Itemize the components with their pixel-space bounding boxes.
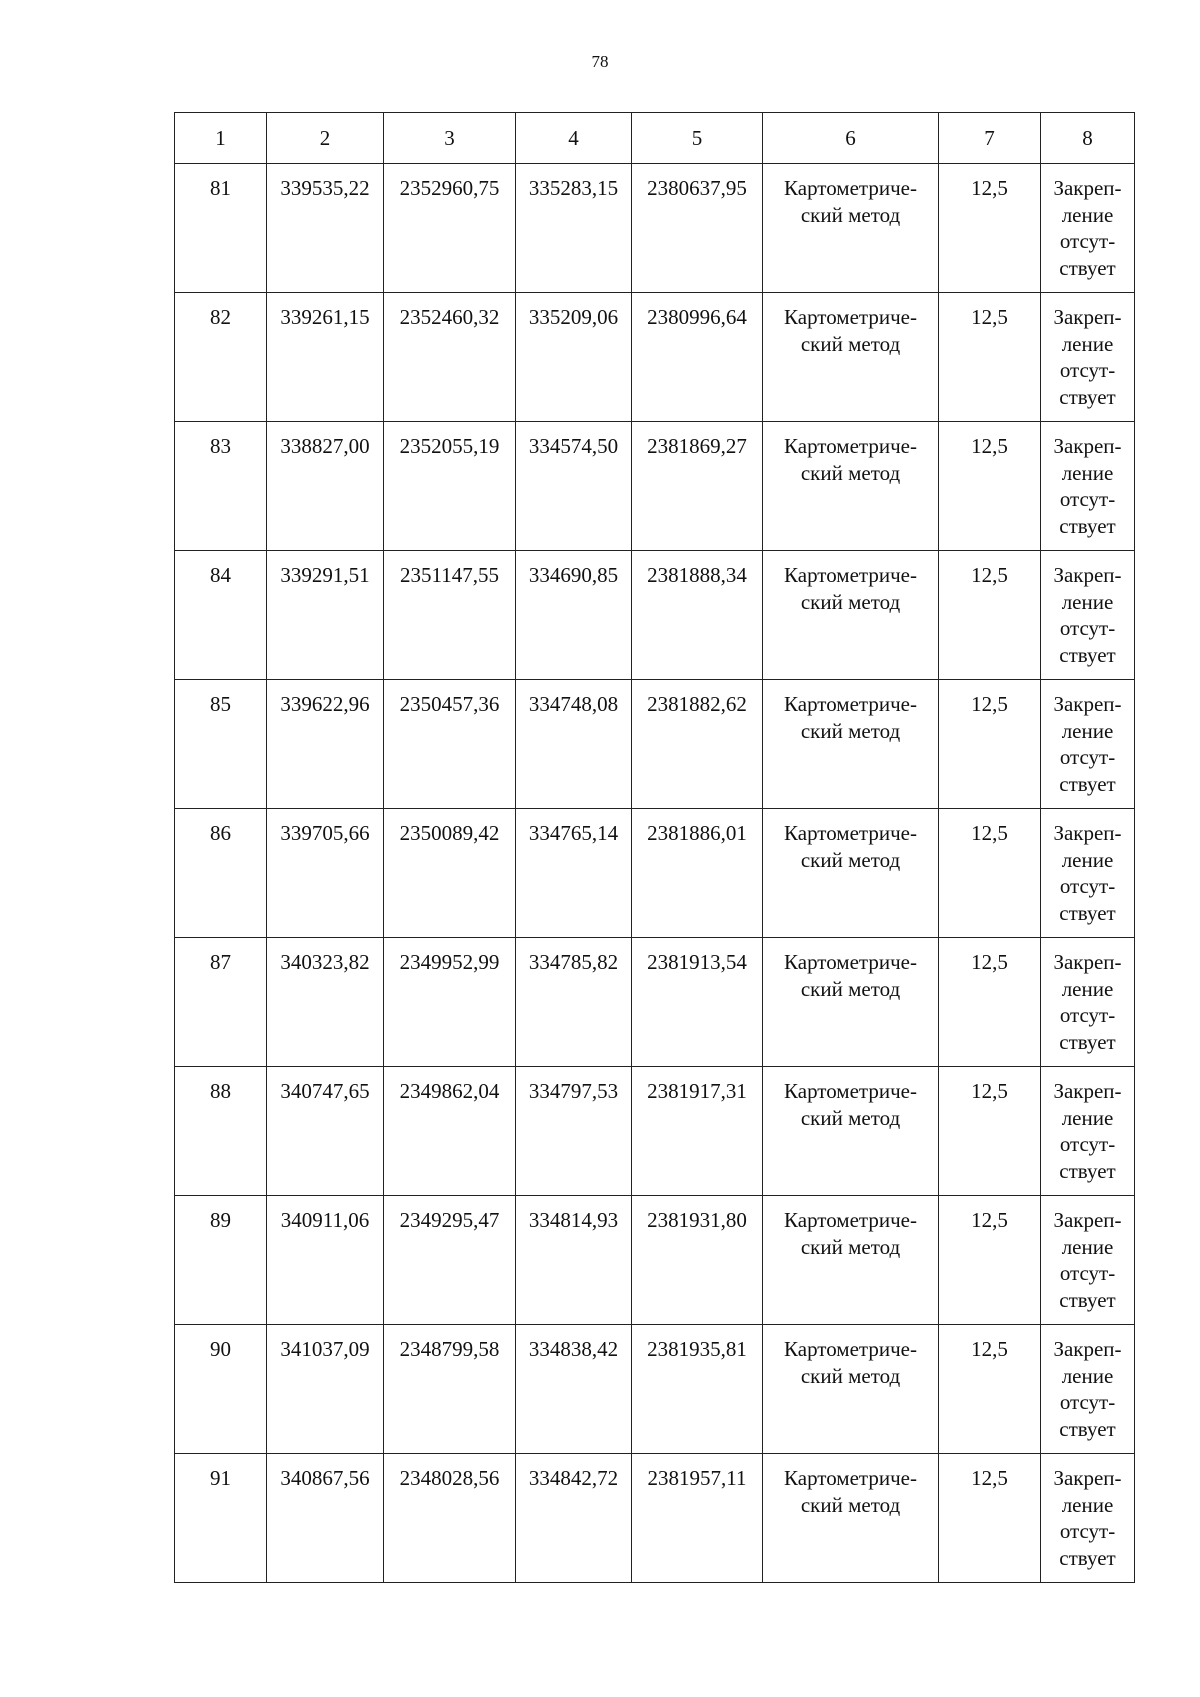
- fixation-cell: Закреп- ление отсут- ствует: [1041, 1067, 1135, 1196]
- x-coordinate-cell: 334765,14: [516, 809, 632, 938]
- method-cell: Картометриче- ский метод: [763, 680, 939, 809]
- y-coordinate-cell: 2352055,19: [384, 422, 516, 551]
- x-coordinate-cell: 334574,50: [516, 422, 632, 551]
- point-number-cell: 89: [175, 1196, 267, 1325]
- point-number-cell: 88: [175, 1067, 267, 1196]
- accuracy-cell: 12,5: [939, 293, 1041, 422]
- accuracy-cell: 12,5: [939, 938, 1041, 1067]
- method-cell: Картометриче- ский метод: [763, 1067, 939, 1196]
- point-number-cell: 87: [175, 938, 267, 1067]
- column-header: 2: [267, 113, 384, 164]
- x-coordinate-cell: 338827,00: [267, 422, 384, 551]
- x-coordinate-cell: 340867,56: [267, 1454, 384, 1583]
- table-row: [175, 1454, 1135, 1583]
- table-row: [175, 1067, 1135, 1196]
- column-header: 4: [516, 113, 632, 164]
- y-coordinate-cell: 2381869,27: [632, 422, 763, 551]
- fixation-cell: Закреп- ление отсут- ствует: [1041, 422, 1135, 551]
- y-coordinate-cell: 2350457,36: [384, 680, 516, 809]
- column-header: 3: [384, 113, 516, 164]
- y-coordinate-cell: 2352460,32: [384, 293, 516, 422]
- method-cell: Картометриче- ский метод: [763, 1325, 939, 1454]
- point-number-cell: 86: [175, 809, 267, 938]
- coordinates-table: [174, 112, 1135, 1583]
- method-cell: Картометриче- ский метод: [763, 551, 939, 680]
- x-coordinate-cell: 334814,93: [516, 1196, 632, 1325]
- x-coordinate-cell: 334842,72: [516, 1454, 632, 1583]
- fixation-cell: Закреп- ление отсут- ствует: [1041, 1454, 1135, 1583]
- x-coordinate-cell: 335283,15: [516, 164, 632, 293]
- point-number-cell: 91: [175, 1454, 267, 1583]
- table-row: [175, 680, 1135, 809]
- column-header: 8: [1041, 113, 1135, 164]
- column-header: 1: [175, 113, 267, 164]
- point-number-cell: 90: [175, 1325, 267, 1454]
- method-cell: Картометриче- ский метод: [763, 422, 939, 551]
- x-coordinate-cell: 339705,66: [267, 809, 384, 938]
- method-cell: Картометриче- ский метод: [763, 164, 939, 293]
- fixation-cell: Закреп- ление отсут- ствует: [1041, 938, 1135, 1067]
- y-coordinate-cell: 2381888,34: [632, 551, 763, 680]
- method-cell: Картометриче- ский метод: [763, 1454, 939, 1583]
- point-number-cell: 83: [175, 422, 267, 551]
- x-coordinate-cell: 334797,53: [516, 1067, 632, 1196]
- table-row: [175, 293, 1135, 422]
- fixation-cell: Закреп- ление отсут- ствует: [1041, 680, 1135, 809]
- accuracy-cell: 12,5: [939, 680, 1041, 809]
- y-coordinate-cell: 2350089,42: [384, 809, 516, 938]
- accuracy-cell: 12,5: [939, 1454, 1041, 1583]
- column-header: 7: [939, 113, 1041, 164]
- point-number-cell: 81: [175, 164, 267, 293]
- accuracy-cell: 12,5: [939, 551, 1041, 680]
- y-coordinate-cell: 2380637,95: [632, 164, 763, 293]
- accuracy-cell: 12,5: [939, 422, 1041, 551]
- table-row: [175, 1196, 1135, 1325]
- x-coordinate-cell: 334838,42: [516, 1325, 632, 1454]
- y-coordinate-cell: 2381882,62: [632, 680, 763, 809]
- method-cell: Картометриче- ский метод: [763, 809, 939, 938]
- table-row: [175, 551, 1135, 680]
- accuracy-cell: 12,5: [939, 164, 1041, 293]
- point-number-cell: 85: [175, 680, 267, 809]
- accuracy-cell: 12,5: [939, 809, 1041, 938]
- method-cell: Картометриче- ский метод: [763, 293, 939, 422]
- coordinates-table-body: [175, 113, 1135, 1583]
- x-coordinate-cell: 339261,15: [267, 293, 384, 422]
- x-coordinate-cell: 340747,65: [267, 1067, 384, 1196]
- y-coordinate-cell: 2349952,99: [384, 938, 516, 1067]
- y-coordinate-cell: 2352960,75: [384, 164, 516, 293]
- table-header-row: [175, 113, 1135, 164]
- fixation-cell: Закреп- ление отсут- ствует: [1041, 1325, 1135, 1454]
- y-coordinate-cell: 2348799,58: [384, 1325, 516, 1454]
- point-number-cell: 84: [175, 551, 267, 680]
- fixation-cell: Закреп- ление отсут- ствует: [1041, 809, 1135, 938]
- accuracy-cell: 12,5: [939, 1196, 1041, 1325]
- method-cell: Картометриче- ский метод: [763, 938, 939, 1067]
- accuracy-cell: 12,5: [939, 1325, 1041, 1454]
- y-coordinate-cell: 2348028,56: [384, 1454, 516, 1583]
- y-coordinate-cell: 2381957,11: [632, 1454, 763, 1583]
- fixation-cell: Закреп- ление отсут- ствует: [1041, 551, 1135, 680]
- y-coordinate-cell: 2381935,81: [632, 1325, 763, 1454]
- x-coordinate-cell: 341037,09: [267, 1325, 384, 1454]
- y-coordinate-cell: 2351147,55: [384, 551, 516, 680]
- column-header: 6: [763, 113, 939, 164]
- table-row: [175, 809, 1135, 938]
- y-coordinate-cell: 2381913,54: [632, 938, 763, 1067]
- x-coordinate-cell: 334690,85: [516, 551, 632, 680]
- method-cell: Картометриче- ский метод: [763, 1196, 939, 1325]
- fixation-cell: Закреп- ление отсут- ствует: [1041, 293, 1135, 422]
- x-coordinate-cell: 334785,82: [516, 938, 632, 1067]
- x-coordinate-cell: 340323,82: [267, 938, 384, 1067]
- accuracy-cell: 12,5: [939, 1067, 1041, 1196]
- y-coordinate-cell: 2349295,47: [384, 1196, 516, 1325]
- x-coordinate-cell: 339535,22: [267, 164, 384, 293]
- point-number-cell: 82: [175, 293, 267, 422]
- fixation-cell: Закреп- ление отсут- ствует: [1041, 1196, 1135, 1325]
- y-coordinate-cell: 2381931,80: [632, 1196, 763, 1325]
- x-coordinate-cell: 339622,96: [267, 680, 384, 809]
- table-row: [175, 164, 1135, 293]
- y-coordinate-cell: 2380996,64: [632, 293, 763, 422]
- page-number: 78: [591, 52, 609, 71]
- fixation-cell: Закреп- ление отсут- ствует: [1041, 164, 1135, 293]
- x-coordinate-cell: 339291,51: [267, 551, 384, 680]
- x-coordinate-cell: 334748,08: [516, 680, 632, 809]
- table-row: [175, 1325, 1135, 1454]
- table-row: [175, 938, 1135, 1067]
- y-coordinate-cell: 2349862,04: [384, 1067, 516, 1196]
- table-row: [175, 422, 1135, 551]
- y-coordinate-cell: 2381886,01: [632, 809, 763, 938]
- y-coordinate-cell: 2381917,31: [632, 1067, 763, 1196]
- x-coordinate-cell: 340911,06: [267, 1196, 384, 1325]
- x-coordinate-cell: 335209,06: [516, 293, 632, 422]
- column-header: 5: [632, 113, 763, 164]
